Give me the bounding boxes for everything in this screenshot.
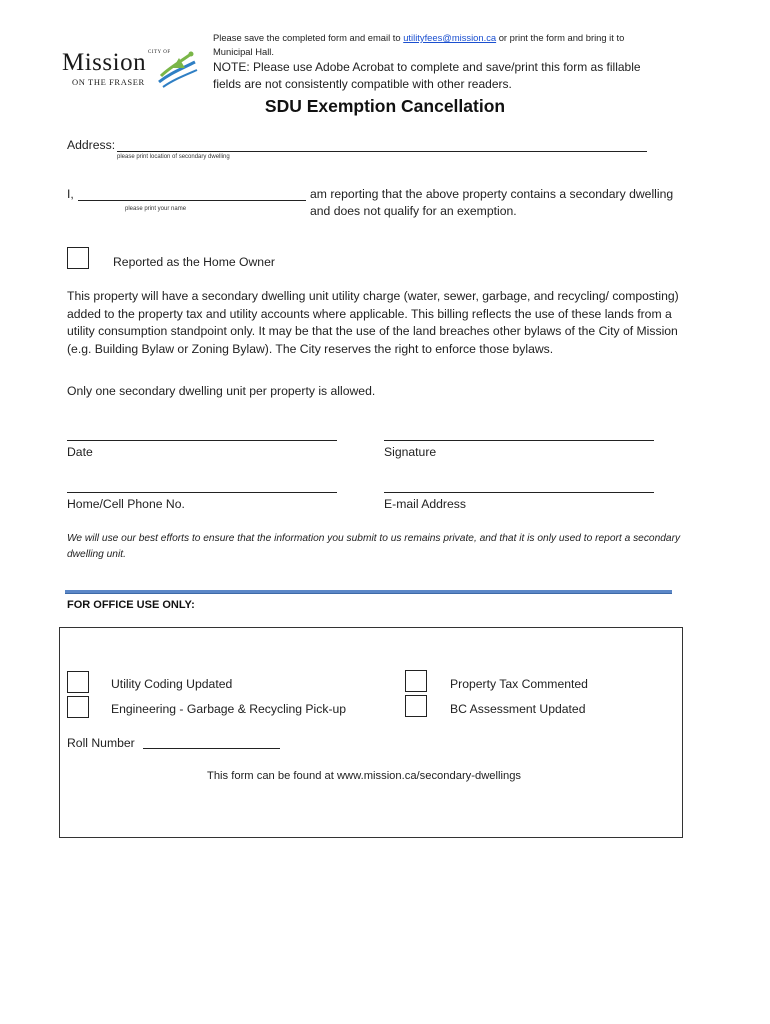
home-owner-checkbox[interactable] (67, 247, 89, 269)
date-field[interactable] (67, 440, 337, 441)
section-divider (65, 590, 672, 594)
address-field[interactable] (117, 151, 647, 152)
logo-name: Mission (62, 49, 147, 76)
date-label: Date (67, 445, 93, 459)
engineering-checkbox[interactable] (67, 696, 89, 718)
name-hint: please print your name (125, 206, 187, 212)
address-label: Address: (67, 138, 116, 152)
address-hint: please print location of secondary dwelling (117, 154, 230, 160)
logo-river-icon (155, 46, 199, 90)
office-use-box (59, 627, 683, 838)
home-owner-label: Reported as the Home Owner (113, 255, 275, 269)
limit-note: Only one secondary dwelling unit per property is allowed. (67, 384, 376, 398)
bc-assessment-label: BC Assessment Updated (450, 702, 586, 716)
city-logo (62, 44, 202, 96)
email-link[interactable]: utilityfees@mission.ca (403, 32, 497, 43)
office-use-title: FOR OFFICE USE ONLY: (67, 599, 195, 611)
roll-number-field[interactable] (143, 748, 280, 749)
declaration-line-1: am reporting that the above property contains a secondary dwelling (310, 187, 674, 201)
billing-paragraph: This property will have a secondary dwelling unit utility charge (water, sewer, garbage, and recycling/ composting) added to the property tax and utility accounts where applicable. This billing reflects the use of these lands from a utility consumption standpoint only. It may be that the use of the land breaches other bylaws of the City of Mission (e.g. Building Bylaw or Zoning Bylaw). The City reserves the right to enforce those bylaws. (67, 289, 679, 356)
utility-coding-checkbox[interactable] (67, 671, 89, 693)
bc-assessment-checkbox[interactable] (405, 695, 427, 717)
phone-field[interactable] (67, 492, 337, 493)
phone-label: Home/Cell Phone No. (67, 497, 185, 511)
privacy-note: We will use our best efforts to ensure that the information you submit to us remains private, and that it is only used to report a secondary dwelling unit. (67, 533, 681, 560)
save-instructions (213, 31, 643, 58)
email-label: E-mail Address (384, 497, 466, 511)
roll-number-label: Roll Number (67, 736, 135, 750)
acrobat-note: NOTE: Please use Adobe Acrobat to complete and save/print this form as fillable fields are not consistently compatible with other readers. (213, 60, 641, 91)
property-tax-checkbox[interactable] (405, 670, 427, 692)
utility-coding-label: Utility Coding Updated (111, 677, 233, 691)
save-text: Please save the completed form and email to (213, 32, 404, 43)
form-url-note: This form can be found at www.mission.ca/secondary-dwellings (207, 770, 522, 782)
page-title: SDU Exemption Cancellation (264, 96, 506, 116)
save-text-after: or print the form and bring it to Municipal Hall. (213, 32, 625, 57)
email-field[interactable] (384, 492, 654, 493)
declaration-line-2: and does not qualify for an exemption. (310, 204, 517, 218)
engineering-label: Engineering - Garbage & Recycling Pick-up (111, 702, 347, 716)
signature-label: Signature (384, 445, 437, 459)
logo-city-of: CITY OF (148, 50, 171, 55)
declaration-prefix: I, (67, 187, 74, 201)
signature-field[interactable] (384, 440, 654, 441)
name-field[interactable] (78, 200, 306, 201)
property-tax-label: Property Tax Commented (450, 677, 588, 691)
logo-tagline: ON THE FRASER (72, 77, 145, 87)
